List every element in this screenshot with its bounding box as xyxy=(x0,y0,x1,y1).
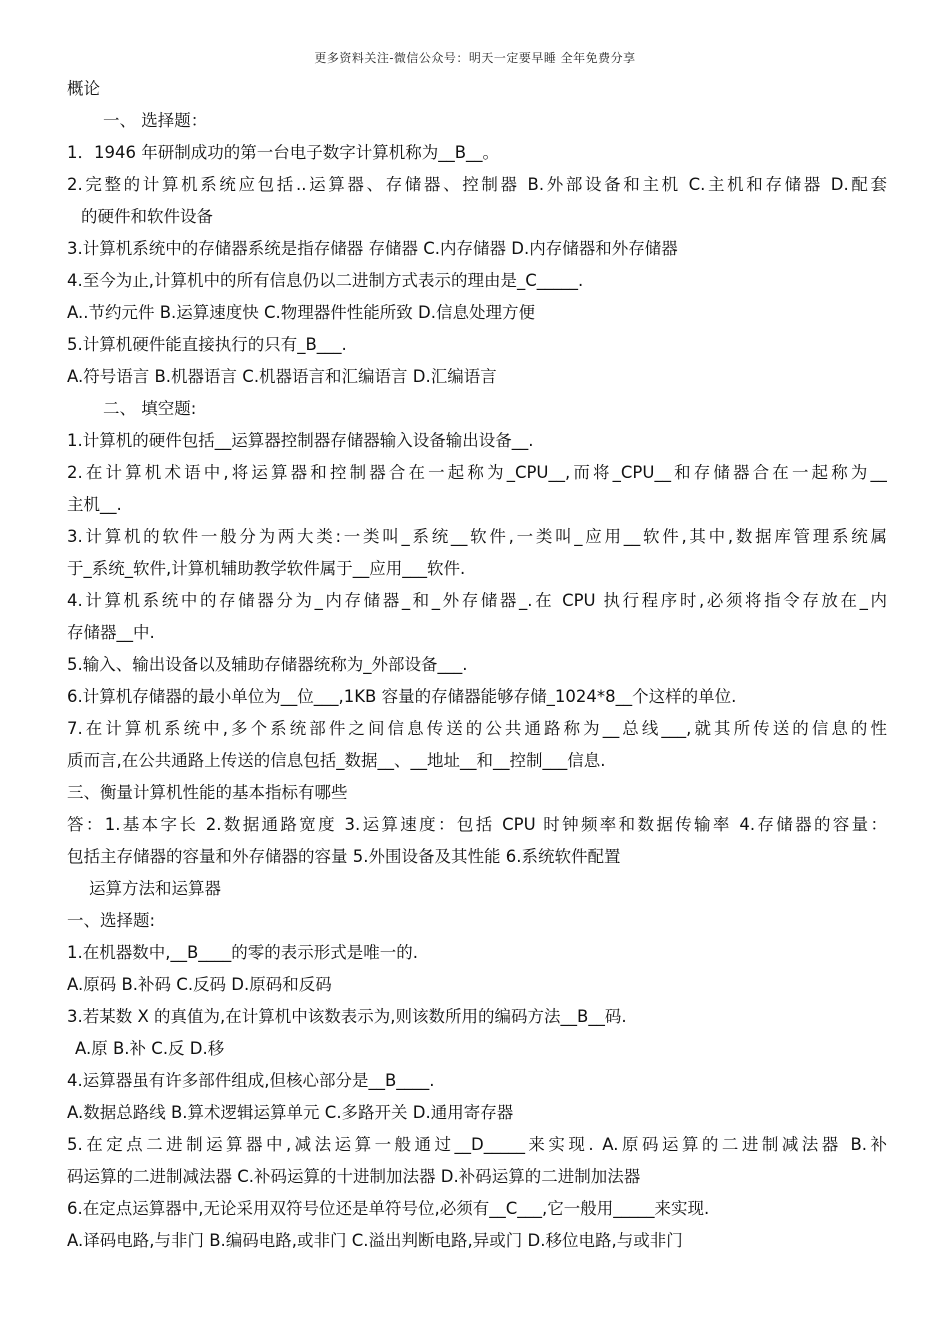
text-line: 3.计算机系统中的存储器系统是指存储器 存储器 C.内存储器 D.内存储器和外存储器 xyxy=(67,239,678,258)
text-line: 的硬件和软件设备 xyxy=(81,207,213,226)
page-header: 更多资料关注-微信公众号：明天一定要早睡 全年免费分享 xyxy=(314,51,636,65)
text-line: 答：1.基本字长 2.数据通路宽度 3.运算速度：包括 CPU 时钟频率和数据传输率 4.存储器的容量： xyxy=(67,815,887,834)
text-line: 包括主存储器的容量和外存储器的容量 5.外围设备及其性能 6.系统软件配置 xyxy=(67,847,621,866)
text-line: 5.在定点二进制运算器中,减法运算一般通过__D_____来实现. A.原码运算的二进制减法器 B.补 xyxy=(67,1135,887,1154)
subsection-heading-metrics: 三、衡量计算机性能的基本指标有哪些 xyxy=(67,783,348,802)
text-line: 质而言,在公共通路上传送的信息包括_数据__、__地址__和__控制___信息. xyxy=(67,751,606,770)
text-line: 4.计算机系统中的存储器分为_内存储器_和_外存储器_.在 CPU 执行程序时,必须将指令存放在_内 xyxy=(67,591,887,610)
text-line: 2.在计算机术语中,将运算器和控制器合在一起称为_CPU__,而将_CPU__和存储器合在一起称为__ xyxy=(67,463,887,482)
text-line: 4.运算器虽有许多部件组成,但核心部分是__B____. xyxy=(67,1071,435,1090)
text-line: 于_系统_软件,计算机辅助教学软件属于__应用___软件. xyxy=(67,559,466,578)
section-title-overview: 概论 xyxy=(67,79,100,98)
text-line: 4.至今为止,计算机中的所有信息仍以二进制方式表示的理由是_C_____. xyxy=(67,271,584,290)
text-line: A.原码 B.补码 C.反码 D.原码和反码 xyxy=(67,975,332,994)
text-line: 码运算的二进制减法器 C.补码运算的十进制加法器 D.补码运算的二进制加法器 xyxy=(67,1167,641,1186)
subsection-heading-choice: 一、选择题: xyxy=(67,911,156,930)
text-line: 2.完整的计算机系统应包括..运算器、存储器、控制器 B.外部设备和主机 C.主机和存储器 D.配套 xyxy=(67,175,887,194)
text-line: A.原 B.补 C.反 D.移 xyxy=(75,1039,225,1058)
text-line: 1．1946 年研制成功的第一台电子数字计算机称为__B__。 xyxy=(67,143,500,162)
text-line: 3.计算机的软件一般分为两大类:一类叫_系统__软件,一类叫_应用__软件,其中,数据库管理系统属 xyxy=(67,527,887,546)
text-line: A.符号语言 B.机器语言 C.机器语言和汇编语言 D.汇编语言 xyxy=(67,367,497,386)
section-title-arithmetic: 运算方法和运算器 xyxy=(89,879,221,898)
text-line: 6.在定点运算器中,无论采用双符号位还是单符号位,必须有__C___,它一般用_____来实现. xyxy=(67,1199,710,1218)
text-line: 1.计算机的硬件包括__运算器控制器存储器输入设备输出设备__. xyxy=(67,431,534,450)
text-line: 1.在机器数中,__B____的零的表示形式是唯一的. xyxy=(67,943,419,962)
text-line: A.译码电路,与非门 B.编码电路,或非门 C.溢出判断电路,异或门 D.移位电路,与或非门 xyxy=(67,1231,683,1250)
subsection-heading-fill: 二、 填空题: xyxy=(103,399,197,418)
subsection-heading-choice: 一、 选择题： xyxy=(103,111,208,130)
document-body xyxy=(67,73,887,1257)
text-line: 3.若某数 X 的真值为,在计算机中该数表示为,则该数所用的编码方法__B__码. xyxy=(67,1007,627,1026)
text-line: 5.计算机硬件能直接执行的只有_B___. xyxy=(67,335,347,354)
text-line: 5.输入、输出设备以及辅助存储器统称为_外部设备___. xyxy=(67,655,468,674)
text-line: 7.在计算机系统中,多个系统部件之间信息传送的公共通路称为__总线___,就其所传送的信息的性 xyxy=(67,719,887,738)
text-line: 存储器__中. xyxy=(67,623,155,642)
text-line: 6.计算机存储器的最小单位为__位___,1KB 容量的存储器能够存储_1024*8__个这样的单位. xyxy=(67,687,737,706)
text-line: A..节约元件 B.运算速度快 C.物理器件性能所致 D.信息处理方便 xyxy=(67,303,536,322)
text-line: 主机__. xyxy=(67,495,122,514)
text-line: A.数据总路线 B.算术逻辑运算单元 C.多路开关 D.通用寄存器 xyxy=(67,1103,514,1122)
